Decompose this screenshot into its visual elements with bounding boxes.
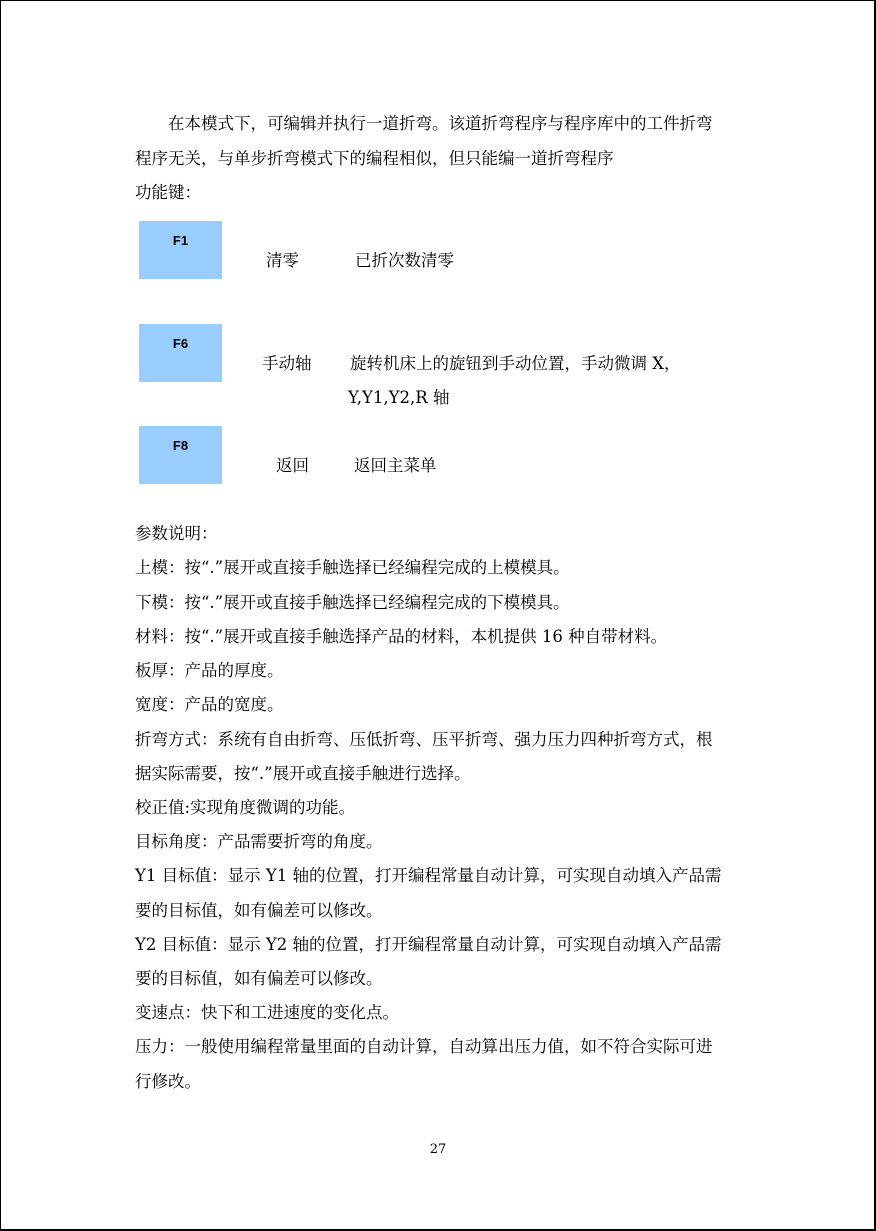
param-line: 压力：一般使用编程常量里面的自动计算，自动算出压力值，如不符合实际可进 [135,1037,713,1056]
param-line: 折弯方式：系统有自由折弯、压低折弯、压平折弯、强力压力四种折弯方式，根 [135,730,713,749]
param-line: 上模：按“.”展开或直接手触选择已经编程完成的上模模具。 [135,558,570,577]
param-line: 要的目标值，如有偏差可以修改。 [135,901,383,920]
f6-desc-2: Y,Y1,Y2,R 轴 [348,388,450,407]
param-line: Y2 目标值：显示 Y2 轴的位置，打开编程常量自动计算，可实现自动填入产品需 [135,935,722,954]
param-line: 变速点：快下和工进速度的变化点。 [135,1003,399,1022]
param-line: 据实际需要，按“.”展开或直接手触进行选择。 [135,764,471,783]
f1-name: 清零 [266,251,299,270]
f6-desc: 旋转机床上的旋钮到手动位置，手动微调 X， [350,354,681,373]
page-number: 27 [429,1142,447,1157]
f1-desc: 已折次数清零 [355,251,454,270]
f8-key: F8 [139,426,222,484]
f1-key: F1 [139,221,222,279]
param-line: 目标角度：产品需要折弯的角度。 [135,832,383,851]
function-keys-title: 功能键： [135,183,201,202]
param-line: 下模：按“.”展开或直接手触选择已经编程完成的下模模具。 [135,593,570,612]
params-title: 参数说明： [135,524,218,543]
param-line: 宽度：产品的宽度。 [135,695,284,714]
param-line: 校正值:实现角度微调的功能。 [135,798,356,817]
f6-key: F6 [139,324,222,382]
f8-desc: 返回主菜单 [354,456,437,475]
param-line: 板厚：产品的厚度。 [135,661,284,680]
intro-line-2: 程序无关，与单步折弯模式下的编程相似，但只能编一道折弯程序 [135,149,614,168]
intro-line-1: 在本模式下，可编辑并执行一道折弯。该道折弯程序与程序库中的工件折弯 [168,114,713,133]
f6-name: 手动轴 [262,354,312,373]
param-line: 要的目标值，如有偏差可以修改。 [135,969,383,988]
param-line: Y1 目标值：显示 Y1 轴的位置，打开编程常量自动计算，可实现自动填入产品需 [135,866,722,885]
param-line: 材料：按“.”展开或直接手触选择产品的材料，本机提供 16 种自带材料。 [135,627,668,646]
f8-name: 返回 [276,456,309,475]
param-line: 行修改。 [135,1072,201,1091]
